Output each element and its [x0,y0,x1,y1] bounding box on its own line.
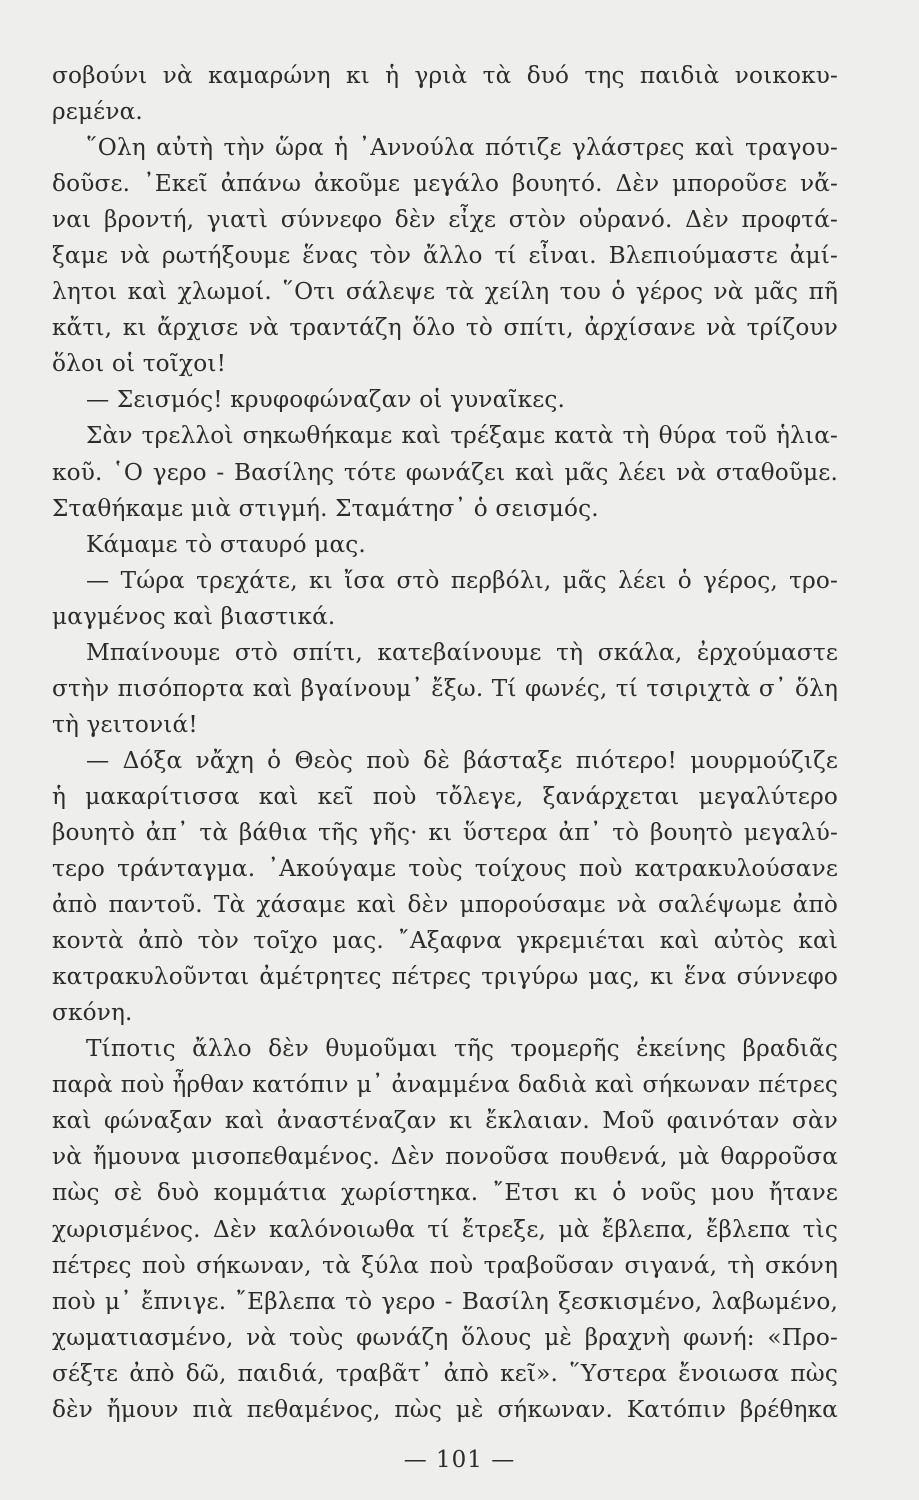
text-line: ξαμε νὰ ρωτήξουμε ἕνας τὸν ἄλλο τί εἶναι. Βλεπιούμαστε ἀμί- [52,242,838,270]
text-line: παρὰ ποὺ ἦρθαν κατόπιν μ᾿ ἀναμμένα δαδιὰ καὶ σήκωναν πέτρες [52,1071,838,1099]
text-line: πὼς σὲ δυὸ κομμάτια χωρίστηκα. ῎Ετσι κι ὁ νοῦς μου ἤτανε [52,1179,838,1207]
text-line: — Τώρα τρεχάτε, κι ἴσα στὸ περβόλι, μᾶς λέει ὁ γέρος, τρο- [86,566,838,594]
text-line: — Σεισμός! κρυφοφώναζαν οἱ γυναῖκες. [86,386,566,414]
text-line: χωρισμένος. Δὲν καλόνοιωθα τί ἔτρεξε, μὰ ἔβλεπα, ἔβλεπα τὶς [52,1215,838,1243]
text-line: βουητὸ ἀπ᾿ τὰ βάθια τῆς γῆς· κι ὕστερα ἀπ᾿ τὸ βουητὸ μεγαλύ- [52,818,838,846]
text-line: τὴ γειτονιά! [52,710,198,738]
text-line: — Δόξα νἄχη ὁ Θεὸς ποὺ δὲ βάσταξε πιότερο! μουρμούζιζε [86,746,838,774]
text-line: μαγμένος καὶ βιαστικά. [52,602,336,630]
text-line: Σταθήκαμε μιὰ στιγμή. Σταμάτησ᾿ ὁ σεισμός. [52,494,599,522]
text-line: ἡ μακαρίτισσα καὶ κεῖ ποὺ τὄλεγε, ξανάρχεται μεγαλύτερο [52,782,838,810]
text-line: Μπαίνουμε στὸ σπίτι, κατεβαίνουμε τὴ σκάλα, ἐρχούμαστε [86,638,838,666]
text-line: ποὺ μ᾿ ἔπνιγε. ῎Εβλεπα τὸ γερο - Βασίλη ξεσκισμένο, λαβωμένο, [52,1287,838,1315]
text-line: δοῦσε. ᾿Εκεῖ ἀπάνω ἀκοῦμε μεγάλο βουητό. Δὲν μποροῦσε νἄ- [52,170,838,198]
text-line: κοντὰ ἀπὸ τὸν τοῖχο μας. ῎Αξαφνα γκρεμιέται καὶ αὐτὸς καὶ [52,927,838,955]
text-line: Σὰν τρελλοὶ σηκωθήκαμε καὶ τρέξαμε κατὰ τὴ θύρα τοῦ ἡλια- [86,422,838,450]
text-line: σοβούνι νὰ καμαρώνη κι ἡ γριὰ τὰ δυό της παιδιὰ νοικοκυ- [52,62,838,89]
text-line: ὅλοι οἱ τοῖχοι! [52,350,227,378]
text-line: ρεμένα. [52,98,143,126]
page-number: — 101 — [403,1447,516,1473]
text-line: σκόνη. [52,999,133,1027]
text-line: κοῦ. ῾Ο γερο - Βασίλης τότε φωνάζει καὶ μᾶς λέει νὰ σταθοῦμε. [52,458,838,486]
text-line: κἄτι, κι ἄρχισε νὰ τραντάζη ὅλο τὸ σπίτι, ἀρχίσανε νὰ τρίζουν [52,314,838,342]
text-line: Τίποτις ἄλλο δὲν θυμοῦμαι τῆς τρομερῆς ἐκείνης βραδιᾶς [86,1035,838,1063]
text-line: τερο τράνταγμα. ᾿Ακούγαμε τοὺς τοίχους ποὺ κατρακυλούσανε [52,855,838,883]
text-line: δὲν ἤμουν πιὰ πεθαμένος, πὼς μὲ σήκωναν. Κατόπιν βρέθηκα [52,1395,838,1423]
text-line: ναι βροντή, γιατὶ σύννεφο δὲν εἶχε στὸν οὐρανό. Δὲν προφτά- [52,206,838,234]
text-line: κατρακυλοῦνται ἀμέτρητες πέτρες τριγύρω μας, κι ἕνα σύννεφο [52,963,838,991]
text-line: στὴν πισόπορτα καὶ βγαίνουμ᾿ ἔξω. Τί φωνές, τί τσιριχτὰ σ᾿ ὅλη [52,674,838,702]
text-line: χωματιασμένο, νὰ τοὺς φωνάζη ὅλους μὲ βραχνὴ φωνή: «Προ- [52,1323,838,1351]
text-line: πέτρες ποὺ σήκωναν, τὰ ξύλα ποὺ τραβοῦσαν σιγανά, τὴ σκόνη [52,1251,838,1279]
text-line: λητοι καὶ χλωμοί. ῞Οτι σάλεψε τὰ χείλη του ὁ γέρος νὰ μᾶς πῆ [52,278,838,306]
text-line: καὶ φώναξαν καὶ ἀναστέναζαν κι ἔκλαιαν. Μοῦ φαινόταν σὰν [52,1107,838,1135]
text-line: ῞Ολη αὐτὴ τὴν ὥρα ἡ ᾿Αννούλα πότιζε γλάστρες καὶ τραγου- [86,134,838,162]
text-line: νὰ ἤμουνα μισοπεθαμένος. Δὲν πονοῦσα πουθενά, μὰ θαρροῦσα [52,1143,838,1171]
text-line: Κάμαμε τὸ σταυρό μας. [86,530,366,558]
text-line: σέξτε ἀπὸ δῶ, παιδιά, τραβᾶτ᾿ ἀπὸ κεῖ». ῞Υστερα ἔνοιωσα πὼς [52,1359,838,1387]
text-line: ἀπὸ παντοῦ. Τὰ χάσαμε καὶ δὲν μπορούσαμε νὰ σαλέψωμε ἀπὸ [52,891,838,919]
body-text [52,58,838,1428]
